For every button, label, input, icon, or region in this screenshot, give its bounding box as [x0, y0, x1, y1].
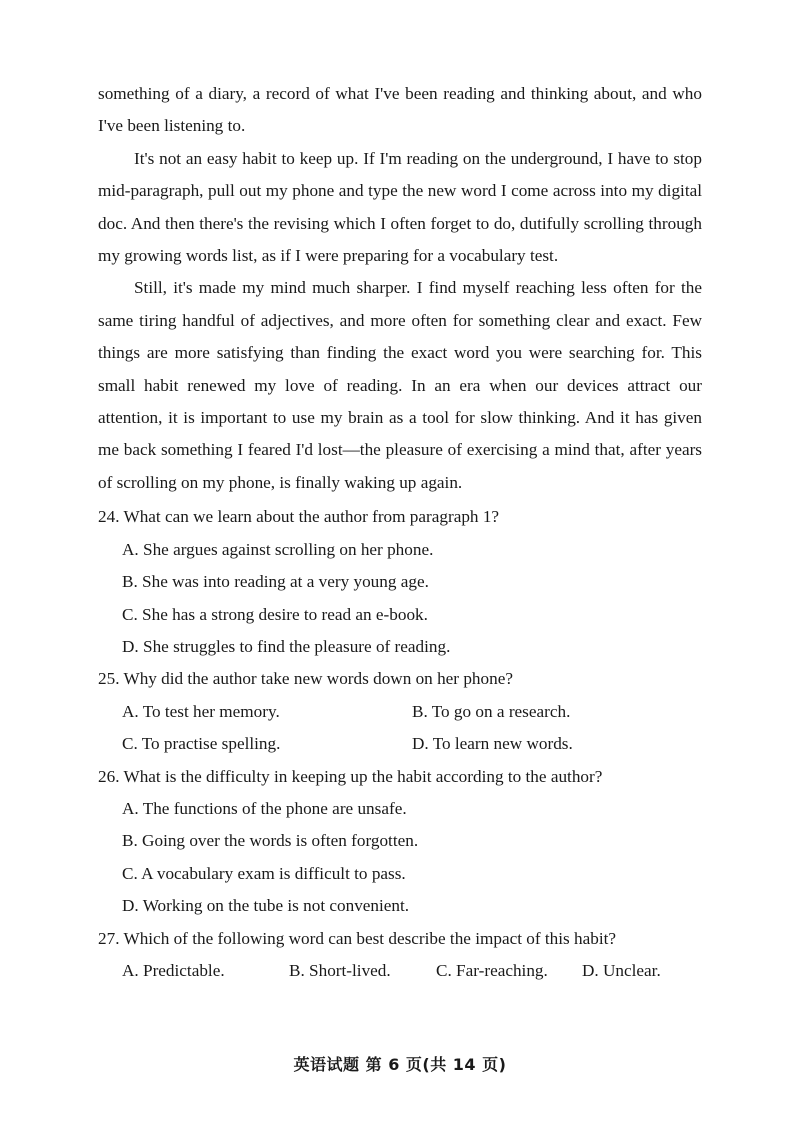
passage-paragraph-3: Still, it's made my mind much sharper. I find myself reaching less often for the same tiring handful of adjectives, and more often for something clear and exact. Few things are more satisfying than finding the exact word you were searching for. This small habit renewed my love of reading. In an era when our devices attract our attention, it is important to use my brain as a tool for slow thinking. And it has given me back something I feared I'd lost—the pleasure of exercising a mind that, after years of scrolling on my phone, is finally waking up again.: [98, 278, 702, 492]
question-27: [98, 923, 702, 988]
option-d: D. To learn new words.: [412, 734, 573, 754]
option-list: [98, 793, 702, 923]
option-a: A. She argues against scrolling on her phone.: [122, 539, 434, 559]
option-a: A. To test her memory.: [122, 701, 280, 721]
question-stem: 25. Why did the author take new words down on her phone?: [98, 669, 513, 689]
question-25: [98, 663, 702, 760]
option-b: B. Going over the words is often forgotten.: [122, 831, 419, 851]
option-row: [122, 728, 702, 760]
question-26: [98, 761, 702, 923]
option-c: C. A vocabulary exam is difficult to pass.: [122, 863, 406, 883]
option-b: B. She was into reading at a very young age.: [122, 572, 429, 592]
option-row: [122, 696, 702, 728]
option-a: A. Predictable.: [122, 960, 225, 980]
option-c: C. To practise spelling.: [122, 734, 281, 754]
question-stem: 24. What can we learn about the author from paragraph 1?: [98, 507, 500, 527]
option-b: B. To go on a research.: [412, 701, 571, 721]
reading-passage: [98, 78, 702, 499]
option-d: D. Working on the tube is not convenient.: [122, 896, 410, 916]
option-list: [98, 955, 702, 987]
question-stem: 27. Which of the following word can best describe the impact of this habit?: [98, 928, 617, 948]
question-stem: 26. What is the difficulty in keeping up the habit according to the author?: [98, 766, 603, 786]
option-d: D. Unclear.: [582, 960, 661, 980]
option-d: D. She struggles to find the pleasure of reading.: [122, 636, 451, 656]
exam-page: [98, 78, 702, 987]
page-footer: 英语试题 第 6 页(共 14 页): [293, 1055, 507, 1074]
option-list: [98, 696, 702, 761]
option-a: A. The functions of the phone are unsafe.: [122, 798, 407, 818]
passage-paragraph-2: It's not an easy habit to keep up. If I'm reading on the underground, I have to stop mid-paragraph, pull out my phone and type the new word I come across into my digital doc. And then there's the revising which I often forget to do, dutifully scrolling through my growing words list, as if I were preparing for a vocabulary test.: [98, 148, 702, 266]
option-c: C. She has a strong desire to read an e-book.: [122, 604, 428, 624]
question-list: [98, 501, 702, 987]
option-row: [122, 955, 702, 987]
option-c: C. Far-reaching.: [436, 960, 548, 980]
passage-paragraph-1: something of a diary, a record of what I've been reading and thinking about, and who I've been listening to.: [98, 84, 702, 136]
option-b: B. Short-lived.: [289, 960, 391, 980]
question-24: [98, 501, 702, 663]
option-list: [98, 534, 702, 664]
